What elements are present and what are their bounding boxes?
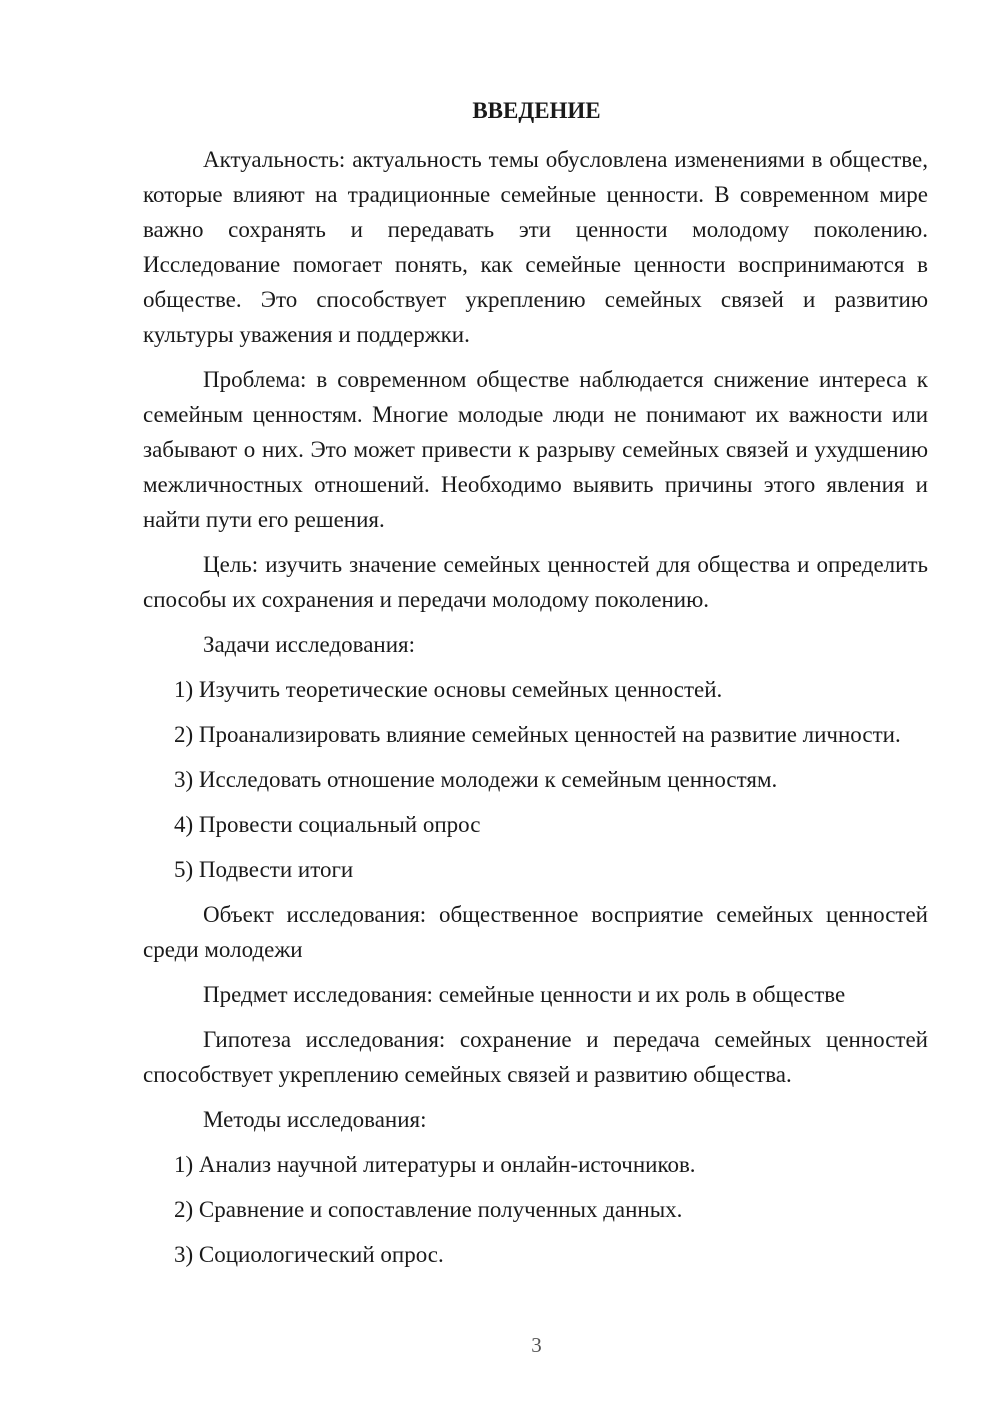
paragraph-problem: Проблема: в современном обществе наблюдается снижение интереса к семейным ценностям. Многие молодые люди не понимают их важности или забывают о них. Это может привести к разрыву семейных связей и ухудшению межличностных отношений. Необходимо выявить причины этого явления и найти пути его решения. <box>143 367 928 532</box>
methods-heading: Методы исследования: <box>203 1107 427 1132</box>
paragraph-hypothesis: Гипотеза исследования: сохранение и передача семейных ценностей способствует укреплению семейных связей и развитию общества. <box>143 1027 928 1087</box>
page-number: 3 <box>531 1333 542 1357</box>
method-item: 2) Сравнение и сопоставление полученных данных. <box>174 1197 683 1222</box>
method-item: 1) Анализ научной литературы и онлайн-источников. <box>174 1152 696 1177</box>
method-item: 3) Социологический опрос. <box>174 1242 444 1267</box>
tasks-heading: Задачи исследования: <box>203 632 416 657</box>
paragraph-object: Объект исследования: общественное восприятие семейных ценностей среди молодежи <box>143 902 928 962</box>
task-item: 1) Изучить теоретические основы семейных ценностей. <box>174 677 723 702</box>
task-item: 2) Проанализировать влияние семейных ценностей на развитие личности. <box>174 722 901 747</box>
task-item: 3) Исследовать отношение молодежи к семейным ценностям. <box>174 767 778 792</box>
paragraph-subject: Предмет исследования: семейные ценности и их роль в обществе <box>203 982 846 1007</box>
page-title: ВВЕДЕНИЕ <box>472 98 601 123</box>
paragraph-relevance: Актуальность: актуальность темы обусловлена изменениями в обществе, которые влияют на традиционные семейные ценности. В современном мире важно сохранять и передавать эти ценности молодому поколению. Исследование помогает понять, как семейные ценности воспринимаются в обществе. Это способствует укреплению семейных связей и развитию культуры уважения и поддержки. <box>143 147 928 347</box>
task-item: 4) Провести социальный опрос <box>174 812 481 837</box>
document-body <box>143 142 928 1282</box>
task-item: 5) Подвести итоги <box>174 857 354 882</box>
paragraph-goal: Цель: изучить значение семейных ценностей для общества и определить способы их сохранения и передачи молодому поколению. <box>143 552 928 612</box>
